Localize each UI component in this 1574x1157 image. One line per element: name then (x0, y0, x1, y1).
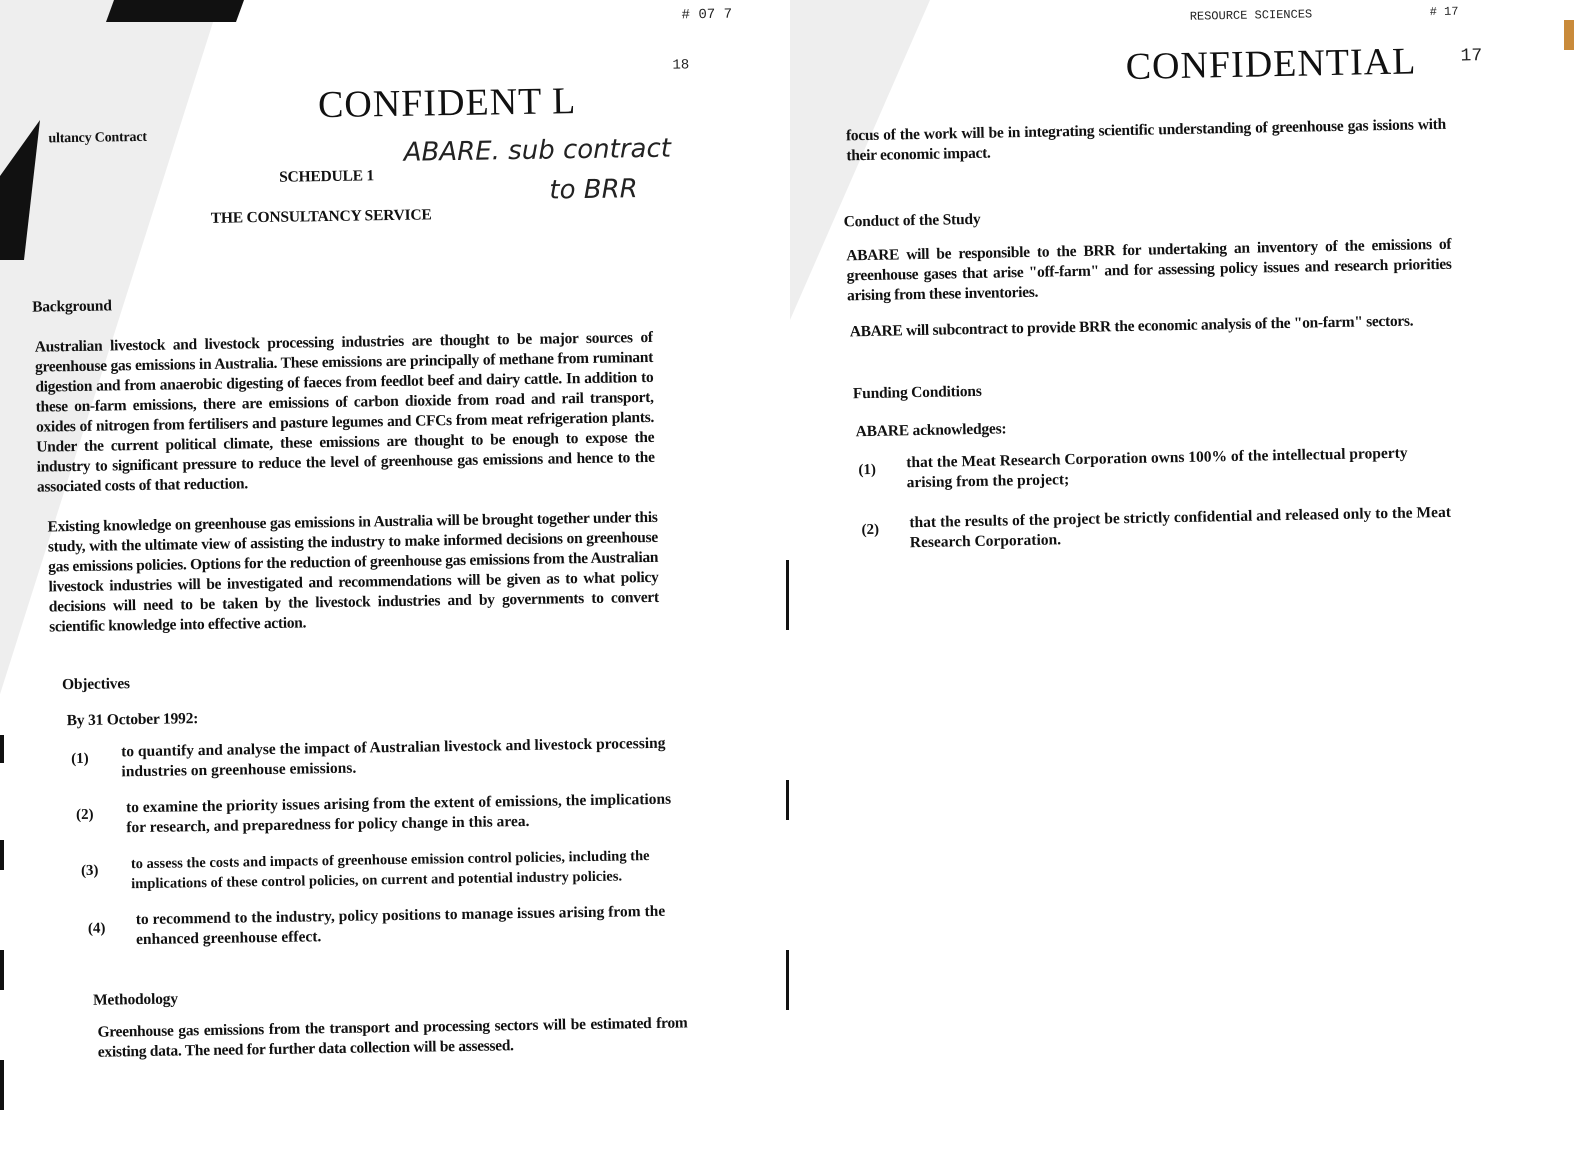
handwritten-note: ABARE. sub contract (403, 133, 672, 168)
condition-item: that the results of the project be strictly confidential and released only to the Meat Research Corporation. (909, 503, 1452, 552)
condition-number: (2) (861, 521, 880, 539)
methodology-heading: Methodology (92, 990, 178, 1009)
funding-heading: Funding Conditions (852, 382, 982, 403)
scan-margin-mark (786, 950, 789, 1010)
objective-number: (1) (71, 750, 89, 768)
objective-number: (2) (75, 806, 94, 824)
objective-item: to recommend to the industry, policy positions to manage issues arising from the enhanced greenhouse effect. (135, 902, 666, 949)
scan-margin-mark (786, 560, 789, 630)
conduct-paragraph: ABARE will subcontract to provide BRR the economic analysis of the "on-farm" sectors. (849, 312, 1414, 341)
objective-item: to examine the priority issues arising from the extent of emissions, the implications for research, and preparedness for policy change in this area. (125, 790, 672, 837)
fax-number: # 17 (1429, 4, 1459, 20)
confidential-stamp: CONFIDENTIAL (1125, 40, 1417, 88)
handwritten-note: to BRR (549, 174, 638, 206)
fax-header: # 07 7 (681, 6, 733, 24)
background-paragraph: Existing knowledge on greenhouse gas emissions in Australia will be brought together under this study, with the ultimate view of assisting the industry to make informed decisions on greenhouse gas emissions policies. Options for the reduction of greenhouse gas emissions from the Australian livestock industries will be investigated and recommendations will be given as to what policy decisions will need to be taken by the livestock industries and by governments to convert scientific knowledge into effective action. (47, 508, 659, 636)
scan-margin-mark (0, 735, 4, 763)
scan-margin-mark (0, 950, 4, 990)
conduct-paragraph: ABARE will be responsible to the BRR for undertaking an inventory of the emissions of greenhouse gases that arise "off-farm" and for assessing policy issues and research priorities arising from these inventories. (846, 235, 1452, 305)
condition-item: that the Meat Research Corporation owns 100% of the intellectual property arising from the project; (906, 444, 1408, 492)
confidential-stamp: CONFIDENT L (317, 80, 577, 127)
objective-item: to quantify and analyse the impact of Australian livestock and livestock processing industries on greenhouse emissions. (121, 734, 666, 781)
scan-margin-mark (786, 780, 789, 820)
page-number: 17 (1460, 46, 1483, 67)
background-heading: Background (32, 297, 112, 316)
scan-margin-mark (0, 1060, 4, 1110)
intro-paragraph: focus of the work will be in integrating scientific understanding of greenhouse gas issions with their economic impact. (845, 115, 1447, 165)
document-title: THE CONSULTANCY SERVICE (210, 206, 432, 227)
methodology-paragraph: Greenhouse gas emissions from the transport and processing sectors will be estimated from existing data. The need for further data collection will be assessed. (97, 1014, 688, 1061)
schedule-title: SCHEDULE 1 (278, 167, 375, 186)
objective-number: (3) (80, 862, 99, 879)
page-number: 18 (672, 57, 690, 74)
objectives-date: By 31 October 1992: (66, 710, 199, 730)
fax-header: RESOURCE SCIENCES (1189, 7, 1313, 24)
scan-margin-mark (0, 840, 4, 870)
objective-item: to assess the costs and impacts of greenhouse emission control policies, including the implications of these control policies, on current and potential industry policies. (130, 848, 650, 893)
running-head: ultancy Contract (48, 129, 147, 147)
conduct-heading: Conduct of the Study (843, 210, 981, 231)
background-paragraph: Australian livestock and livestock processing industries are thought to be major sources of greenhouse gas emissions in Australia. These emissions are principally of methane from ruminant digestion and from anaerobic digesting of faeces from feedlot beef and dairy cattle. In addition to these on-farm emissions, there are emissions of carbon dioxide from road and rail transport, oxides of nitrogen from fertilisers and pasture legumes and CFCs from meat refrigeration plants. Under the current political climate, these emissions are thought to be enough to expose the industry to significant pressure to reduce the level of greenhouse gas emissions and hence to the associated costs of that reduction. (34, 328, 655, 496)
right-page (790, 0, 1574, 1157)
objectives-heading: Objectives (61, 675, 130, 694)
objective-number: (4) (87, 920, 106, 937)
funding-intro: ABARE acknowledges: (855, 420, 1007, 441)
condition-number: (1) (858, 461, 877, 479)
scan-edge (1564, 20, 1574, 50)
